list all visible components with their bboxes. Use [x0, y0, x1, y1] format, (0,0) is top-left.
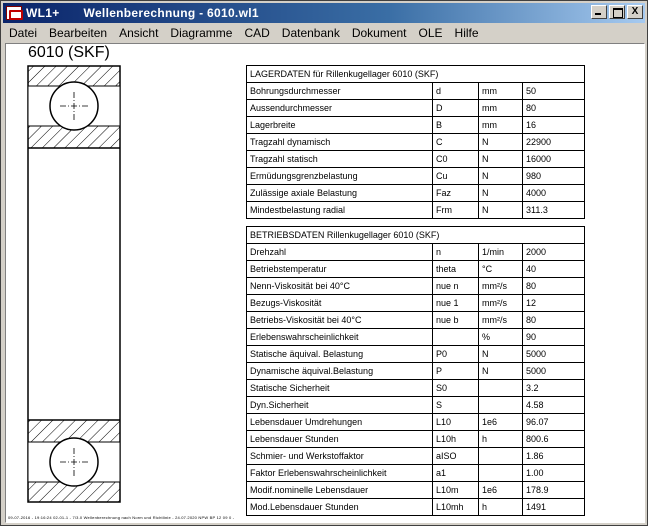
symbol-cell	[433, 329, 479, 346]
value-cell: 1491	[523, 499, 585, 516]
table-row	[247, 346, 585, 363]
unit-cell	[479, 397, 523, 414]
value-cell: 5000	[523, 346, 585, 363]
footer-info: 09-07-2016 - 19:16:24 02-01-1 - 7/3.0 Wellenberechnung nach Norm und Richtlinie - 24.07.2020 NPW BP 12 09 0 -	[8, 515, 235, 520]
table-row	[247, 329, 585, 346]
value-cell: 80	[523, 278, 585, 295]
value-cell: 800.6	[523, 431, 585, 448]
unit-cell: %	[479, 329, 523, 346]
symbol-cell: L10mh	[433, 499, 479, 516]
unit-cell	[479, 465, 523, 482]
param-name-cell: Schmier- und Werkstoffaktor	[247, 448, 433, 465]
symbol-cell: D	[433, 100, 479, 117]
value-cell: 50	[523, 83, 585, 100]
table-row	[247, 363, 585, 380]
symbol-cell: S0	[433, 380, 479, 397]
table-row	[247, 151, 585, 168]
table-row	[247, 295, 585, 312]
value-cell: 40	[523, 261, 585, 278]
symbol-cell: d	[433, 83, 479, 100]
bearing-bottom-section	[28, 420, 120, 502]
menu-hilfe[interactable]: Hilfe	[454, 26, 479, 40]
app-icon[interactable]	[6, 6, 22, 20]
table-row	[247, 278, 585, 295]
param-name-cell: Statische Sicherheit	[247, 380, 433, 397]
unit-cell: N	[479, 168, 523, 185]
param-name-cell: Dyn.Sicherheit	[247, 397, 433, 414]
symbol-cell: Faz	[433, 185, 479, 202]
value-cell: 980	[523, 168, 585, 185]
value-cell: 3.2	[523, 380, 585, 397]
value-cell: 90	[523, 329, 585, 346]
value-cell: 4.58	[523, 397, 585, 414]
table-row	[247, 465, 585, 482]
param-name-cell: Faktor Erlebenswahrscheinlichkeit	[247, 465, 433, 482]
symbol-cell: P0	[433, 346, 479, 363]
param-name-cell: Zulässige axiale Belastung	[247, 185, 433, 202]
value-cell: 80	[523, 312, 585, 329]
param-name-cell: Mod.Lebensdauer Stunden	[247, 499, 433, 516]
unit-cell: mm²/s	[479, 312, 523, 329]
title-bar[interactable]	[3, 3, 645, 23]
unit-cell: h	[479, 431, 523, 448]
value-cell: 96.07	[523, 414, 585, 431]
table-row	[247, 482, 585, 499]
document-canvas[interactable]	[5, 43, 645, 523]
table-row	[247, 134, 585, 151]
table-row	[247, 202, 585, 219]
symbol-cell: C0	[433, 151, 479, 168]
unit-cell: N	[479, 151, 523, 168]
table-row	[247, 244, 585, 261]
table-row	[247, 168, 585, 185]
unit-cell: 1e6	[479, 414, 523, 431]
param-name-cell: Erlebenswahrscheinlichkeit	[247, 329, 433, 346]
symbol-cell: nue b	[433, 312, 479, 329]
param-name-cell: Ermüdungsgrenzbelastung	[247, 168, 433, 185]
close-icon: X	[631, 6, 639, 17]
param-name-cell: Drehzahl	[247, 244, 433, 261]
value-cell: 311.3	[523, 202, 585, 219]
lagerdaten-header: LAGERDATEN für Rillenkugellager 6010 (SKF)	[247, 66, 585, 83]
unit-cell	[479, 380, 523, 397]
menu-cad[interactable]: CAD	[244, 26, 270, 40]
param-name-cell: Lebensdauer Stunden	[247, 431, 433, 448]
unit-cell: N	[479, 134, 523, 151]
maximize-button[interactable]	[609, 5, 625, 19]
table-row	[247, 83, 585, 100]
param-name-cell: Dynamische äquival.Belastung	[247, 363, 433, 380]
unit-cell: mm²/s	[479, 278, 523, 295]
symbol-cell: C	[433, 134, 479, 151]
value-cell: 178.9	[523, 482, 585, 499]
value-cell: 2000	[523, 244, 585, 261]
menu-dokument[interactable]: Dokument	[351, 26, 407, 40]
betriebsdaten-header: BETRIEBSDATEN Rillenkugellager 6010 (SKF)	[247, 227, 585, 244]
value-cell: 12	[523, 295, 585, 312]
value-cell: 22900	[523, 134, 585, 151]
close-button[interactable]	[627, 5, 643, 19]
table-row	[247, 117, 585, 134]
value-cell: 16000	[523, 151, 585, 168]
symbol-cell: L10	[433, 414, 479, 431]
unit-cell: °C	[479, 261, 523, 278]
unit-cell: mm²/s	[479, 295, 523, 312]
param-name-cell: Betriebstemperatur	[247, 261, 433, 278]
symbol-cell: a1	[433, 465, 479, 482]
minimize-button[interactable]	[591, 5, 607, 19]
unit-cell: mm	[479, 100, 523, 117]
unit-cell: N	[479, 363, 523, 380]
menu-datenbank[interactable]: Datenbank	[281, 26, 340, 40]
unit-cell: N	[479, 202, 523, 219]
menu-ansicht[interactable]: Ansicht	[119, 26, 159, 40]
param-name-cell: Tragzahl statisch	[247, 151, 433, 168]
value-cell: 5000	[523, 363, 585, 380]
unit-cell: 1/min	[479, 244, 523, 261]
table-row	[247, 261, 585, 278]
menu-diagramme[interactable]: Diagramme	[170, 26, 233, 40]
param-name-cell: Tragzahl dynamisch	[247, 134, 433, 151]
symbol-cell: theta	[433, 261, 479, 278]
symbol-cell: n	[433, 244, 479, 261]
unit-cell: N	[479, 185, 523, 202]
param-name-cell: Modif.nominelle Lebensdauer	[247, 482, 433, 499]
menu-bearbeiten[interactable]: Bearbeiten	[49, 26, 108, 40]
unit-cell: 1e6	[479, 482, 523, 499]
menu-bar	[3, 24, 645, 42]
bearing-top-section	[28, 66, 120, 148]
symbol-cell: nue n	[433, 278, 479, 295]
symbol-cell: Frm	[433, 202, 479, 219]
table-row	[247, 414, 585, 431]
symbol-cell: P	[433, 363, 479, 380]
app-title: WL1+	[26, 6, 60, 20]
value-cell: 1.00	[523, 465, 585, 482]
param-name-cell: Betriebs-Viskosität bei 40°C	[247, 312, 433, 329]
value-cell: 80	[523, 100, 585, 117]
symbol-cell: S	[433, 397, 479, 414]
bearing-title: 6010 (SKF)	[28, 44, 110, 61]
bearing-drawing	[24, 64, 124, 504]
table-row	[247, 380, 585, 397]
param-name-cell: Bezugs-Viskosität	[247, 295, 433, 312]
menu-datei[interactable]: Datei	[9, 26, 38, 40]
unit-cell: mm	[479, 117, 523, 134]
lagerdaten-table	[246, 65, 585, 219]
betriebsdaten-table	[246, 226, 585, 516]
window-controls	[589, 5, 643, 19]
table-row	[247, 499, 585, 516]
param-name-cell: Lagerbreite	[247, 117, 433, 134]
table-row	[247, 312, 585, 329]
symbol-cell: L10h	[433, 431, 479, 448]
symbol-cell: aISO	[433, 448, 479, 465]
table-row	[247, 100, 585, 117]
table-row	[247, 397, 585, 414]
param-name-cell: Nenn-Viskosität bei 40°C	[247, 278, 433, 295]
unit-cell: N	[479, 346, 523, 363]
symbol-cell: B	[433, 117, 479, 134]
value-cell: 16	[523, 117, 585, 134]
table-row	[247, 185, 585, 202]
symbol-cell: Cu	[433, 168, 479, 185]
value-cell: 1.86	[523, 448, 585, 465]
param-name-cell: Bohrungsdurchmesser	[247, 83, 433, 100]
unit-cell	[479, 448, 523, 465]
param-name-cell: Lebensdauer Umdrehungen	[247, 414, 433, 431]
unit-cell: h	[479, 499, 523, 516]
param-name-cell: Statische äquival. Belastung	[247, 346, 433, 363]
value-cell: 4000	[523, 185, 585, 202]
symbol-cell: nue 1	[433, 295, 479, 312]
param-name-cell: Aussendurchmesser	[247, 100, 433, 117]
symbol-cell: L10m	[433, 482, 479, 499]
document-title: Wellenberechnung - 6010.wl1	[83, 6, 259, 20]
table-row	[247, 448, 585, 465]
unit-cell: mm	[479, 83, 523, 100]
table-row	[247, 431, 585, 448]
menu-ole[interactable]: OLE	[418, 26, 443, 40]
param-name-cell: Mindestbelastung radial	[247, 202, 433, 219]
